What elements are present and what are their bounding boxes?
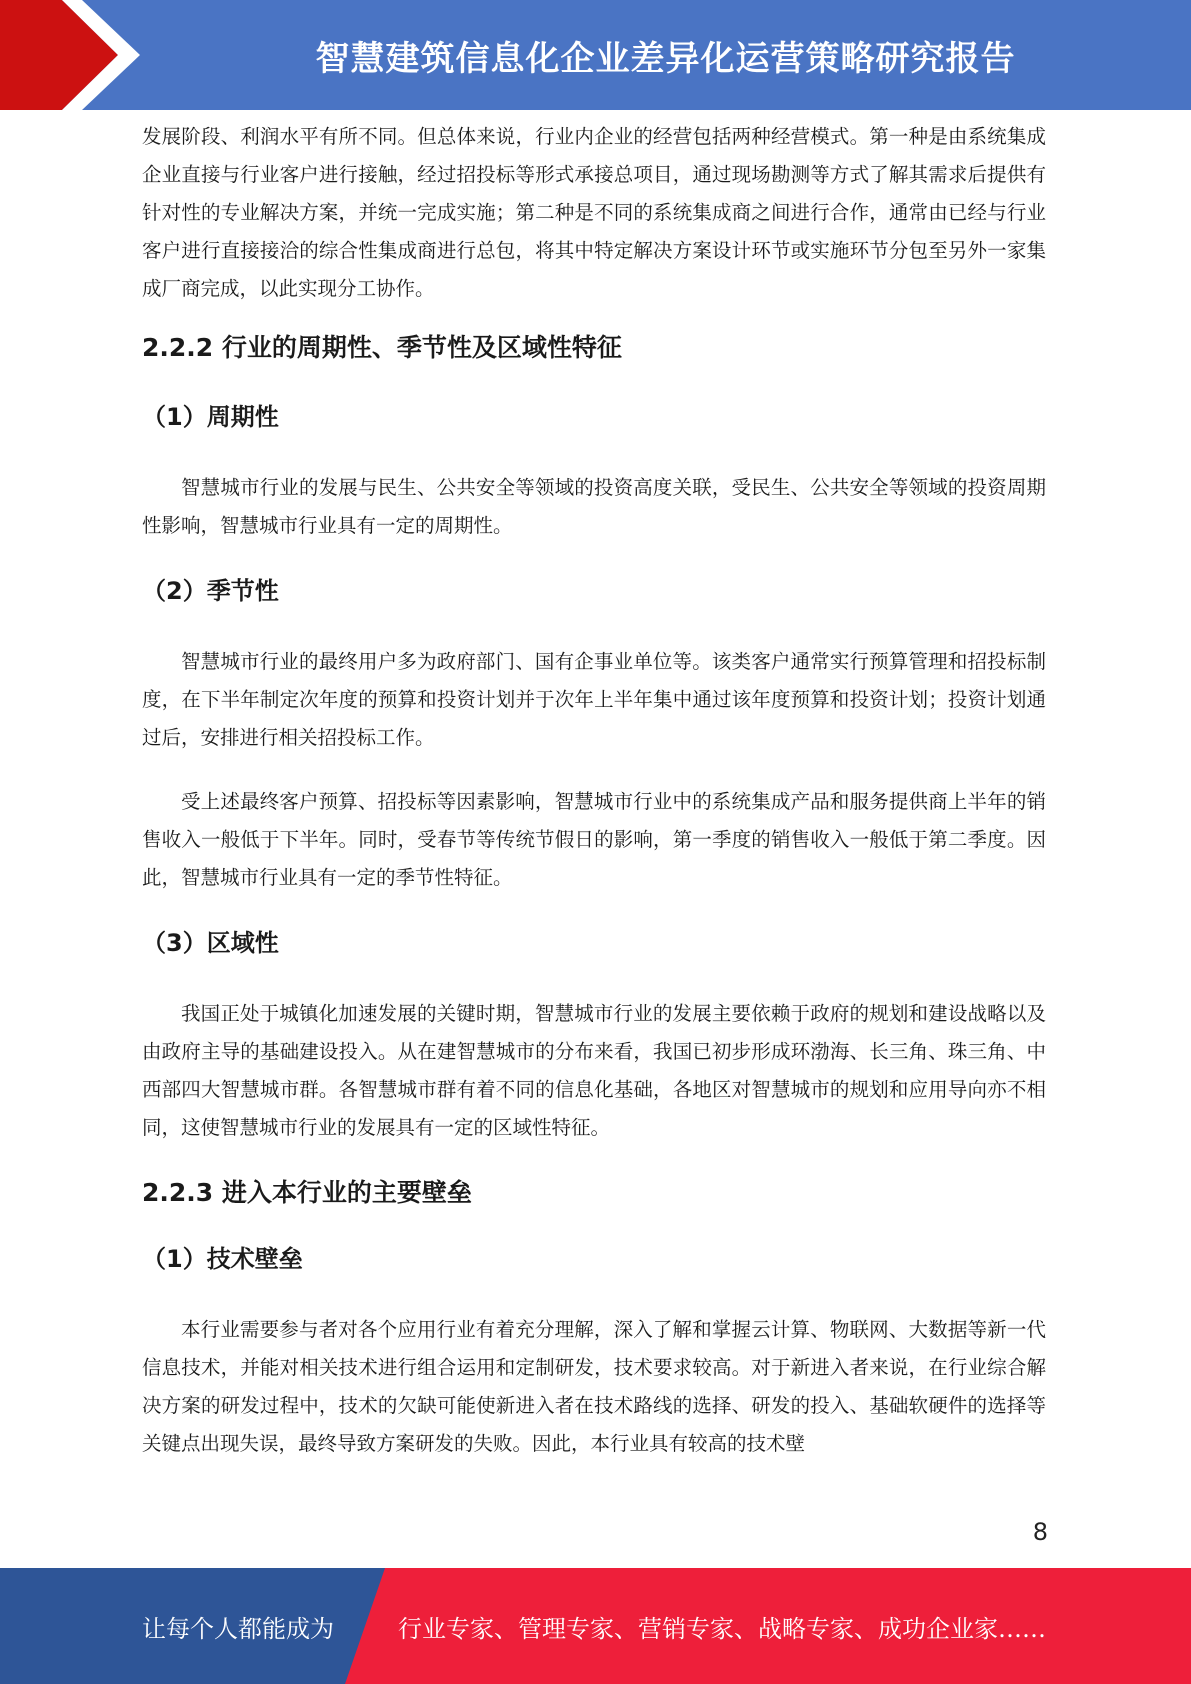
- footer-slogan-left: 让每个人都能成为: [142, 1614, 334, 1643]
- tech-barrier-paragraph: 本行业需要参与者对各个应用行业有着充分理解，深入了解和掌握云计算、物联网、大数据等新一代信息技术，并能对相关技术进行组合运用和定制研发，技术要求较高。对于新进入者来说，在行业综合解决方案的研发过程中，技术的欠缺可能使新进入者在技术路线的选择、研发的投入、基础软硬件的选择等关键点出现失误，最终导致方案研发的失败。因此，本行业具有较高的技术壁: [142, 1318, 1046, 1455]
- seasonality-paragraph-2: 受上述最终客户预算、招投标等因素影响，智慧城市行业中的系统集成产品和服务提供商上半年的销售收入一般低于下半年。同时，受春节等传统节假日的影响，第一季度的销售收入一般低于第二季度。因此，智慧城市行业具有一定的季节性特征。: [142, 790, 1046, 889]
- seasonality-paragraph-1: 智慧城市行业的最终用户多为政府部门、国有企事业单位等。该类客户通常实行预算管理和招投标制度，在下半年制定次年度的预算和投资计划并于次年上半年集中通过该年度预算和投资计划；投资计划通过后，安排进行相关招投标工作。: [142, 650, 1046, 749]
- subheading-regionality: （3）区域性: [142, 929, 279, 957]
- page-number: 8: [1032, 1518, 1048, 1546]
- page-footer: [0, 1568, 1191, 1684]
- periodicity-paragraph: 智慧城市行业的发展与民生、公共安全等领域的投资高度关联，受民生、公共安全等领域的投资周期性影响，智慧城市行业具有一定的周期性。: [142, 476, 1046, 537]
- page-header: [0, 0, 1191, 110]
- section-heading-2-2-3: 2.2.3 进入本行业的主要壁垒: [142, 1178, 472, 1207]
- intro-paragraph: 发展阶段、利润水平有所不同。但总体来说，行业内企业的经营包括两种经营模式。第一种是由系统集成企业直接与行业客户进行接触，经过招投标等形式承接总项目，通过现场勘测等方式了解其需求后提供有针对性的专业解决方案，并统一完成实施；第二种是不同的系统集成商之间进行合作，通常由已经与行业客户进行直接接洽的综合性集成商进行总包，将其中特定解决方案设计环节或实施环节分包至另外一家集成厂商完成，以此实现分工协作。: [142, 125, 1046, 300]
- document-body: [142, 118, 1046, 1463]
- footer-slogan-right: 行业专家、管理专家、营销专家、战略专家、成功企业家……: [398, 1614, 1046, 1643]
- subheading-tech-barrier: （1）技术壁垒: [142, 1245, 303, 1273]
- header-chevron-decoration: [0, 0, 170, 110]
- subheading-periodicity: （1）周期性: [142, 403, 279, 431]
- section-heading-2-2-2: 2.2.2 行业的周期性、季节性及区域性特征: [142, 333, 622, 362]
- regionality-paragraph: 我国正处于城镇化加速发展的关键时期，智慧城市行业的发展主要依赖于政府的规划和建设战略以及由政府主导的基础建设投入。从在建智慧城市的分布来看，我国已初步形成环渤海、长三角、珠三角、中西部四大智慧城市群。各智慧城市群有着不同的信息化基础，各地区对智慧城市的规划和应用导向亦不相同，这使智慧城市行业的发展具有一定的区域性特征。: [142, 1002, 1046, 1139]
- report-title: 智慧建筑信息化企业差异化运营策略研究报告: [315, 38, 1016, 79]
- subheading-seasonality: （2）季节性: [142, 577, 279, 605]
